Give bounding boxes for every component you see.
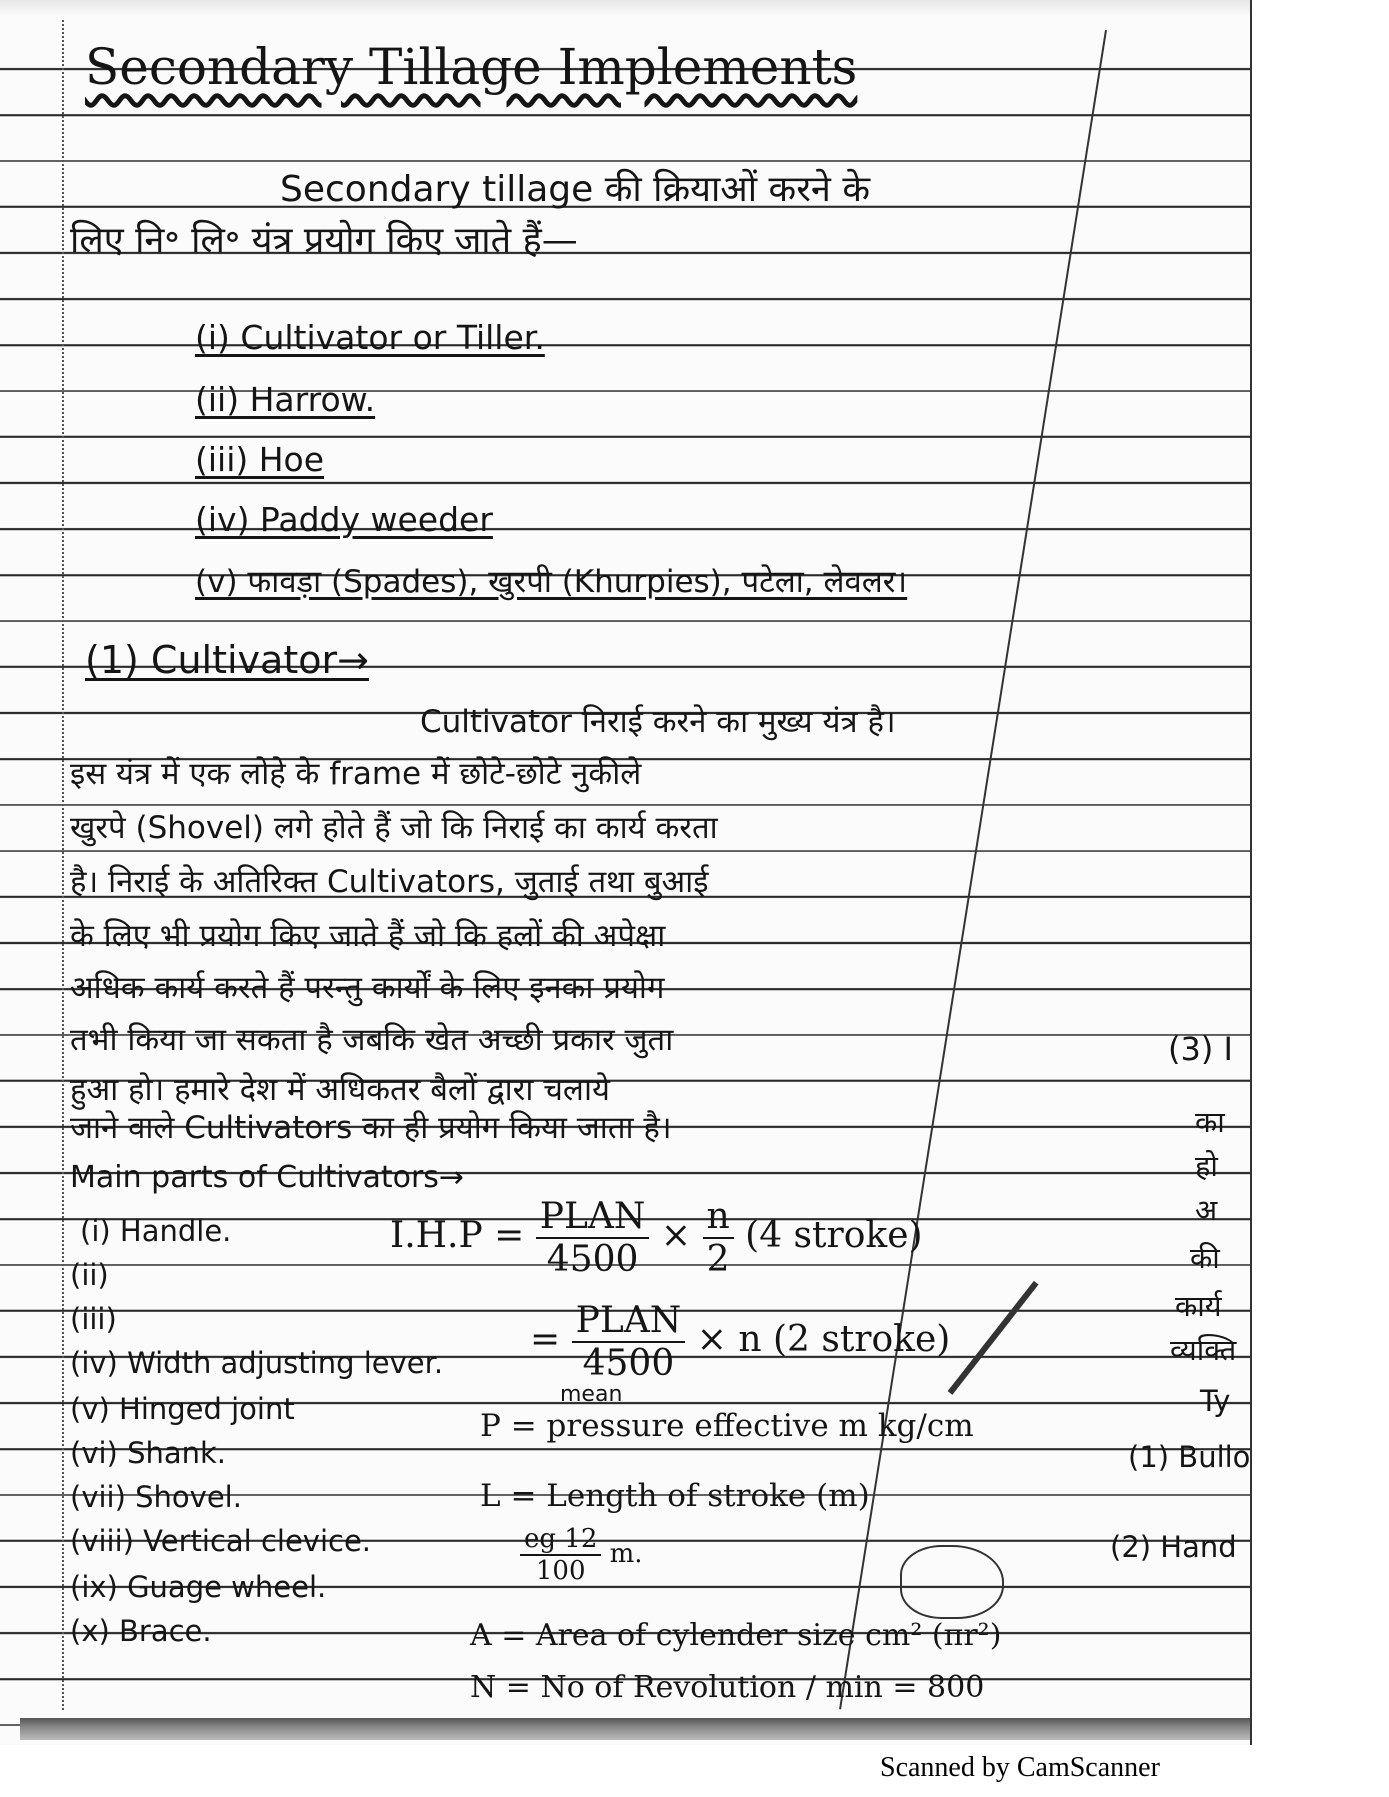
side-letter: अ (1195, 1193, 1218, 1227)
scanner-watermark: Scanned by CamScanner (880, 1752, 1160, 1783)
times-n: × n (696, 1319, 762, 1360)
part-item: (x) Brace. (70, 1614, 212, 1648)
page-bottom-edge (20, 1718, 1250, 1740)
n-fraction (703, 1196, 734, 1280)
intro-line-2: लिए नि॰ लि॰ यंत्र प्रयोग किए जाते हैं— (70, 220, 578, 261)
l-definition: L = Length of stroke (m) (480, 1478, 870, 1514)
n-definition: N = No of Revolution / min = 800 (470, 1670, 985, 1705)
paragraph-line: इस यंत्र में एक लोहे के frame में छोटे-छोटे नुकीले (70, 756, 642, 792)
implement-item: (ii) Harrow. (195, 380, 376, 419)
pen-stroke-mark (948, 1281, 1039, 1395)
margin-line (62, 20, 64, 1710)
part-item: (vi) Shank. (70, 1436, 227, 1470)
plan-fraction (572, 1300, 686, 1384)
pen-doodle-mark (900, 1545, 1004, 1619)
side-item: (2) Hand (1110, 1530, 1237, 1564)
implement-item: (iv) Paddy weeder (195, 500, 493, 539)
parts-heading: Main parts of Cultivators→ (70, 1160, 465, 1195)
paragraph-line: जाने वाले Cultivators का ही प्रयोग किया जाता है। (70, 1110, 672, 1146)
paragraph-line: है। निराई के अतिरिक्त Cultivators, जुताई तथा बुआई (70, 864, 709, 900)
ihp-formula-2-stroke (530, 1300, 950, 1384)
fraction-numerator: n (703, 1196, 734, 1239)
part-item: (iv) Width adjusting lever. (70, 1346, 444, 1380)
unit-m: m. (609, 1539, 643, 1569)
ihp-lhs: I.H.P = (390, 1215, 525, 1256)
side-letter: कार्य (1175, 1289, 1222, 1323)
implement-item: (v) फावड़ा (Spades), खुरपी (Khurpies), पटेला, लेवलर। (195, 564, 908, 600)
fraction-numerator: eg 12 (520, 1524, 601, 1556)
equals-sign: = (530, 1319, 561, 1360)
part-item: (i) Handle. (80, 1214, 232, 1248)
part-item: (iii) (70, 1302, 117, 1336)
side-item: (1) Bullo (1128, 1440, 1251, 1474)
page-top-edge (0, 0, 1250, 16)
page-title: Secondary Tillage Implements (85, 38, 858, 96)
part-item: (v) Hinged joint (70, 1392, 295, 1426)
side-number: (3) I (1168, 1030, 1233, 1068)
a-definition: A = Area of cylender size cm² (πr²) (470, 1618, 1002, 1653)
part-item: (ix) Guage wheel. (70, 1570, 327, 1604)
intro-line-1: Secondary tillage की क्रियाओं करने के (280, 169, 870, 210)
paragraph-line: Cultivator निराई करने का मुख्य यंत्र है। (420, 704, 896, 740)
ihp-formula-4-stroke (390, 1196, 923, 1280)
paragraph-line: तभी किया जा सकता है जबकि खेत अच्छी प्रकार जुता (70, 1022, 674, 1058)
part-item: (viii) Vertical clevice. (70, 1524, 372, 1558)
fraction-denominator: 100 (535, 1556, 586, 1586)
section-heading: (1) Cultivator→ (85, 638, 369, 682)
paragraph-line: के लिए भी प्रयोग किए जाते हैं जो कि हलों की अपेक्षा (70, 918, 666, 954)
page-fold-line (839, 30, 1107, 1709)
l-fraction (520, 1524, 601, 1586)
side-letter: का (1195, 1105, 1225, 1139)
paragraph-line: अधिक कार्य करते हैं परन्तु कार्यों के लिए इनका प्रयोग (70, 970, 665, 1006)
stroke-4-label: (4 stroke) (745, 1215, 923, 1256)
times-sign: × (660, 1215, 692, 1256)
stroke-2-label: (2 stroke) (772, 1319, 951, 1360)
mean-annotation: mean (560, 1382, 623, 1407)
side-letter: की (1190, 1241, 1220, 1275)
fraction-numerator: PLAN (536, 1196, 650, 1239)
paragraph-line: हुआ हो। हमारे देश में अधिकतर बैलों द्वारा चलाये (70, 1072, 610, 1108)
p-definition: P = pressure effective m kg/cm (480, 1408, 974, 1444)
side-letter: व्यक्ति (1170, 1333, 1237, 1367)
implement-item: (iii) Hoe (195, 440, 325, 479)
fraction-denominator: 2 (706, 1239, 730, 1280)
fraction-denominator: 4500 (582, 1343, 675, 1384)
fraction-numerator: PLAN (572, 1300, 686, 1343)
l-example-value (520, 1524, 643, 1586)
fraction-denominator: 4500 (546, 1239, 639, 1280)
side-letter: Ty (1200, 1384, 1231, 1418)
implement-item: (i) Cultivator or Tiller. (195, 318, 545, 357)
part-item: (vii) Shovel. (70, 1480, 242, 1514)
side-letter: हो (1195, 1149, 1218, 1183)
part-item: (ii) (70, 1258, 109, 1292)
plan-fraction (536, 1196, 650, 1280)
paragraph-line: खुरपे (Shovel) लगे होते हैं जो कि निराई का कार्य करता (70, 810, 718, 846)
